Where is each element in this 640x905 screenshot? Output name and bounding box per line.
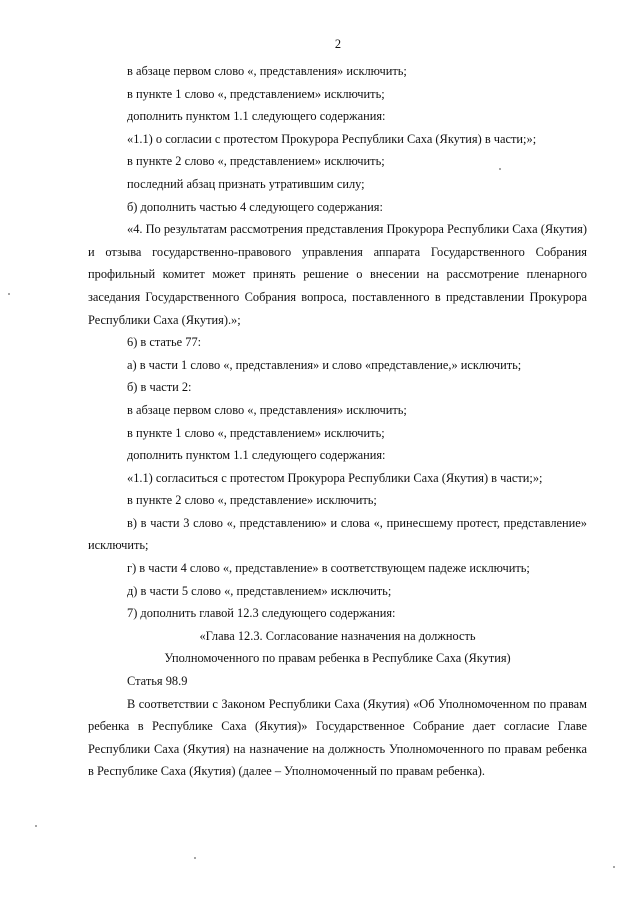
paragraph: 7) дополнить главой 12.3 следующего содержания:: [127, 606, 396, 621]
document-body: [88, 60, 587, 783]
paragraph: «4. По результатам рассмотрения представления Прокурора Республики Саха (Якутия) и отзыва государственно-правового управления аппарата Государственного Собрания профильный комитет может принять решение о внесении на рассмотрение пленарного заседания Государственного Собрания вопроса, поставленного в представлении Прокурора Республики Саха (Якутия).»;: [88, 222, 587, 327]
paragraph: дополнить пунктом 1.1 следующего содержания:: [127, 448, 386, 463]
article-title: Статья 98.9: [127, 674, 188, 689]
paragraph: в пункте 2 слово «, представлением» исключить;: [127, 154, 385, 169]
scan-speck: [8, 293, 10, 295]
chapter-heading: «Глава 12.3. Согласование назначения на должность: [199, 628, 476, 643]
paragraph: в абзаце первом слово «, представления» исключить;: [127, 64, 407, 78]
scan-speck: [499, 168, 501, 170]
chapter-heading: Уполномоченного по правам ребенка в Республике Саха (Якутия): [164, 651, 511, 666]
paragraph: последний абзац признать утратившим силу;: [127, 176, 365, 191]
paragraph: б) в части 2:: [127, 380, 192, 395]
article-text: В соответствии с Законом Республики Саха (Якутия) «Об Уполномоченном по правам ребенка в Республике Саха (Якутия)» Государственное Собрание дает согласие Главе Республики Саха (Якутия) на назначение на должность Уполномоченного по правам ребенка в Республике Саха (Якутия) (далее – Уполномоченный по правам ребенка).: [88, 696, 587, 779]
paragraph: в) в части 3 слово «, представлению» и слова «, принесшему протест, представление» исключить;: [88, 515, 587, 553]
paragraph: 6) в статье 77:: [127, 335, 202, 350]
paragraph: в пункте 1 слово «, представлением» исключить;: [127, 86, 385, 101]
paragraph: дополнить пунктом 1.1 следующего содержания:: [127, 109, 386, 124]
paragraph: «1.1) согласиться с протестом Прокурора Республики Саха (Якутия) в части;»;: [127, 470, 543, 485]
paragraph: в абзаце первом слово «, представления» исключить;: [127, 402, 407, 417]
scan-speck: [613, 866, 615, 868]
page-number: 2: [334, 37, 342, 51]
paragraph: в пункте 1 слово «, представлением» исключить;: [127, 425, 385, 440]
scan-speck: [194, 857, 196, 859]
paragraph: д) в части 5 слово «, представлением» исключить;: [127, 583, 392, 598]
scan-speck: [35, 825, 37, 827]
paragraph: б) дополнить частью 4 следующего содержания:: [127, 199, 383, 214]
paragraph: «1.1) о согласии с протестом Прокурора Республики Саха (Якутия) в части;»;: [127, 131, 537, 146]
paragraph: г) в части 4 слово «, представление» в соответствующем падеже исключить;: [127, 561, 530, 576]
paragraph: в пункте 2 слово «, представление» исключить;: [127, 493, 377, 508]
paragraph: а) в части 1 слово «, представления» и слово «представление,» исключить;: [127, 357, 522, 372]
